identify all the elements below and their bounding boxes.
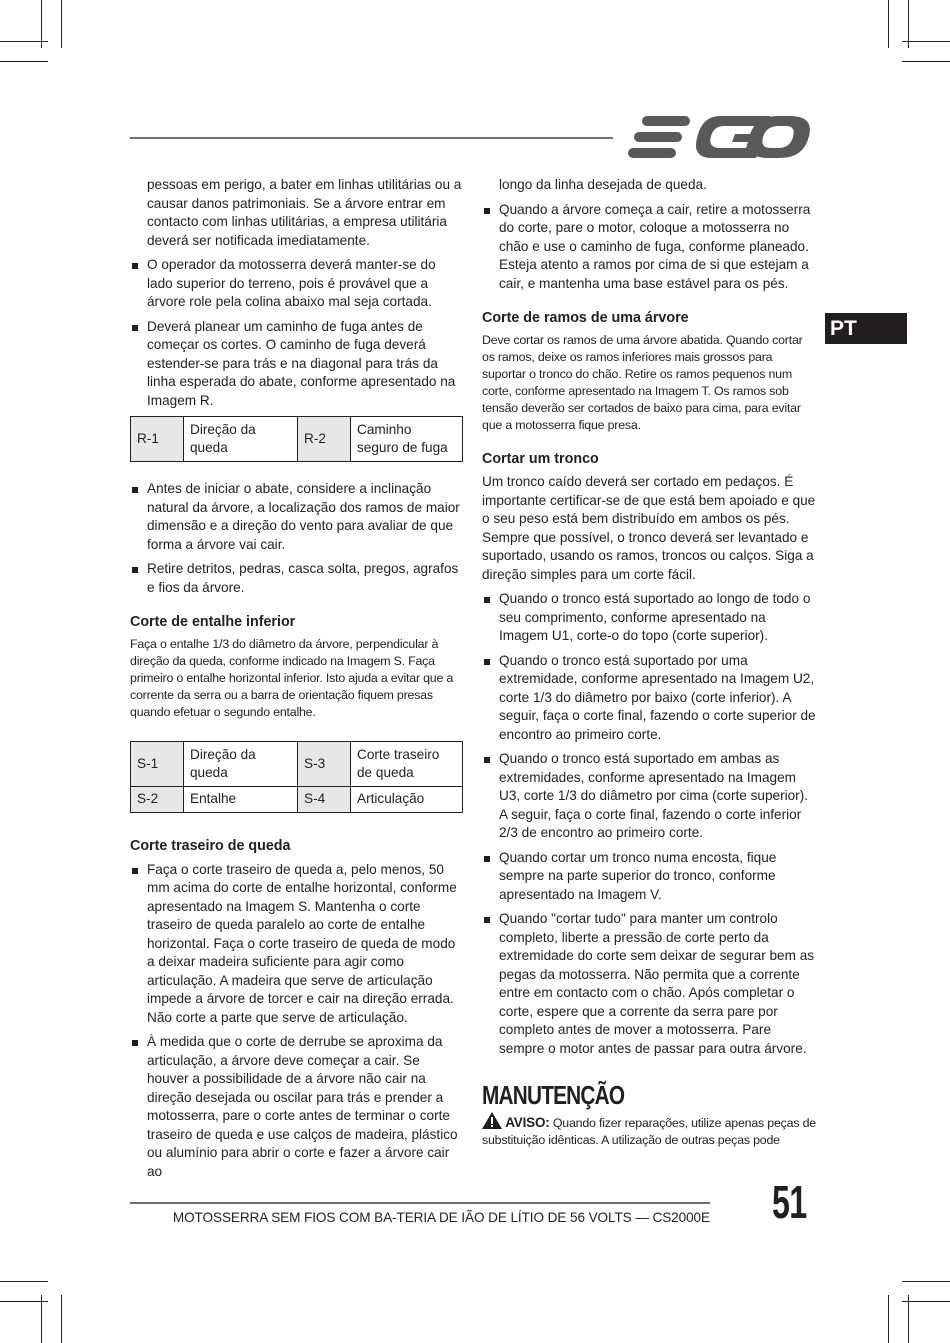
maintenance-heading: MANUTENÇÃO xyxy=(482,1080,625,1110)
list-item: O operador da motosserra deverá manter-se do lado superior do terreno, pois é provável que a árvore role pela colina abaixo mal seja cortada. xyxy=(130,256,463,312)
table-cell: S-1 xyxy=(131,742,184,787)
section-heading: Cortar um tronco xyxy=(482,451,599,467)
table-cell: S-4 xyxy=(298,787,351,813)
bullet-list xyxy=(130,256,463,410)
section-text: Deve cortar os ramos de uma árvore abatida. Quando cortar os ramos, deixe os ramos inferiores mais grossos para suportar o tronco do chão. Retire os ramos pequenos num corte, conforme apresentado na Imagem T. Os ramos sob tensão deverão ser cortados de baixo para cima, para evitar que a motosserra fique presa. xyxy=(482,333,803,432)
list-item: Antes de iniciar o abate, considere a inclinação natural da árvore, a localização dos ramos de maior dimensão e a direção do vento para avaliar de que forma a árvore vai cair. xyxy=(130,480,463,554)
page-number: 51 xyxy=(772,1176,807,1228)
list-item: Deverá planear um caminho de fuga antes de começar os cortes. O caminho de fuga deverá estender-se para trás e na diagonal para trás da linha esperada do abate, conforme apresentado na Imagem R. xyxy=(130,318,463,411)
table-cell: Direção da queda xyxy=(184,742,298,787)
section-text: Faça o entalhe 1/3 do diâmetro da árvore, perpendicular à direção da queda, conforme indicado na Imagem S. Faça primeiro o entalhe horizontal inferior. Isto ajuda a evitar que a corrente da serra ou a barra de orientação fiquem presas quando efetuar o segundo entalhe. xyxy=(130,637,454,719)
bullet-list xyxy=(130,480,463,597)
list-item: Retire detritos, pedras, casca solta, pregos, agrafos e fios da árvore. xyxy=(130,560,463,597)
section-heading: Corte de entalhe inferior xyxy=(130,614,296,630)
footer-rule xyxy=(130,1202,710,1204)
crop-mark xyxy=(41,1295,42,1343)
warning-note xyxy=(482,1112,816,1149)
crop-mark xyxy=(902,61,950,62)
language-tab: PT xyxy=(825,313,907,344)
bullet-list xyxy=(482,201,816,294)
list-item: Quando a árvore começa a cair, retire a motosserra do corte, pare o motor, coloque a motosserra no chão e use o caminho de fuga, conforme planeado. Esteja atento a ramos por cima de si que estejam a cair, e mantenha uma base estável para os pés. xyxy=(482,201,816,294)
list-item: Quando o tronco está suportado ao longo de todo o seu comprimento, conforme apresentado na Imagem U1, corte-o do topo (corte superior). xyxy=(482,590,816,646)
table-cell: R-1 xyxy=(131,417,184,462)
warning-icon xyxy=(482,1112,502,1129)
table-cell: Entalhe xyxy=(184,787,298,813)
list-item: À medida que o corte de derrube se aproxima da articulação, a árvore deve começar a cair. Se houver a possibilidade de a árvore não cair na direção desejada ou oscilar para trás e prender a motosserra, pare o corte antes de terminar o corte traseiro de queda e use calços de madeira, plástico ou alumínio para abrir o corte e fazer a árvore cair ao xyxy=(130,1033,463,1181)
bullet-list xyxy=(130,861,463,1182)
bullet-list xyxy=(482,590,816,1058)
table-cell: R-2 xyxy=(298,417,351,462)
section-heading: Corte de ramos de uma árvore xyxy=(482,310,689,326)
table-cell: Caminho seguro de fuga xyxy=(351,417,463,462)
ego-logo xyxy=(628,114,814,160)
crop-mark xyxy=(0,1281,48,1282)
crop-mark xyxy=(902,1281,950,1282)
crop-mark xyxy=(0,1301,48,1302)
header-rule xyxy=(130,137,613,139)
crop-mark xyxy=(908,1295,909,1343)
table-cell: Corte traseiro de queda xyxy=(351,742,463,787)
list-item: Quando o tronco está suportado por uma extremidade, conforme apresentado na Imagem U2, corte 1/3 do diâmetro por baixo (corte inferior). A seguir, faça o corte final, fazendo o corte superior de encontro ao primeiro corte. xyxy=(482,652,816,745)
list-item: Faça o corte traseiro de queda a, pelo menos, 50 mm acima do corte de entalhe horizontal, conforme apresentado na Imagem S. Mantenha o corte traseiro de queda paralelo ao corte de entalhe horizontal. Faça o corte traseiro de queda de modo a deixar madeira suficiente para agir como articulação. A madeira que serve de articulação impede a árvore de torcer e cair na direção errada. Não corte a parte que serve de articulação. xyxy=(130,861,463,1028)
right-column xyxy=(482,176,816,1149)
list-item: Quando "cortar tudo" para manter um controlo completo, liberte a pressão de corte perto da extremidade do corte sem deixar de segurar bem as pegas da motosserra. Não permita que a corrente entre em contacto com o chão. Após completar o corte, espere que a corrente da serra pare por completo antes de mover a motosserra. Pare sempre o motor antes de passar para outra árvore. xyxy=(482,910,816,1058)
legend-table-r xyxy=(130,416,463,462)
section-text: Um tronco caído deverá ser cortado em pedaços. É importante certificar-se de que está bem apoiado e que o seu peso está bem distribuído em ambos os pés. Sempre que possível, o tronco deverá ser levantado e suportado, usando os ramos, troncos ou calços. Siga a direção simples para um corte fácil. xyxy=(482,474,816,582)
crop-mark xyxy=(888,1295,889,1343)
intro-text: pessoas em perigo, a bater em linhas utilitárias ou a causar danos patrimoniais. Se a árvore entrar em contacto com linhas utilitárias, a empresa utilitária deverá ser notificada imediatamente. xyxy=(147,177,462,248)
crop-mark xyxy=(902,41,950,42)
table-cell: S-3 xyxy=(298,742,351,787)
list-item: Quando o tronco está suportado em ambas as extremidades, conforme apresentado na Imagem U3, corte 1/3 do diâmetro por cima (corte superior). A seguir, faça o corte final, fazendo o corte inferior 2/3 de encontro ao primeiro corte. xyxy=(482,750,816,843)
section-heading: Corte traseiro de queda xyxy=(130,837,291,854)
table-cell: Articulação xyxy=(351,787,463,813)
crop-mark xyxy=(61,1295,62,1343)
warning-label: AVISO: xyxy=(505,1115,550,1130)
crop-mark xyxy=(0,61,48,62)
warning-text: Quando fizer reparações, utilize apenas peças de substituição idênticas. A utilização de outras peças pode xyxy=(482,1116,816,1147)
intro-text: longo da linha desejada de queda. xyxy=(499,177,707,192)
table-cell: S-2 xyxy=(131,787,184,813)
legend-table-s xyxy=(130,741,463,813)
table-cell: Direção da queda xyxy=(184,417,298,462)
crop-mark xyxy=(902,1301,950,1302)
list-item: Quando cortar um tronco numa encosta, fique sempre na parte superior do tronco, conforme apresentado na Imagem V. xyxy=(482,849,816,905)
crop-mark xyxy=(0,41,48,42)
footer-title: MOTOSSERRA SEM FIOS COM BA-TERIA DE IÃO DE LÍTIO DE 56 VOLTS — CS2000E xyxy=(172,1210,710,1225)
crop-mark xyxy=(61,0,62,48)
table-row xyxy=(131,742,463,787)
left-column xyxy=(130,176,463,1181)
crop-mark xyxy=(888,0,889,48)
table-row xyxy=(131,787,463,813)
table-row xyxy=(131,417,463,462)
